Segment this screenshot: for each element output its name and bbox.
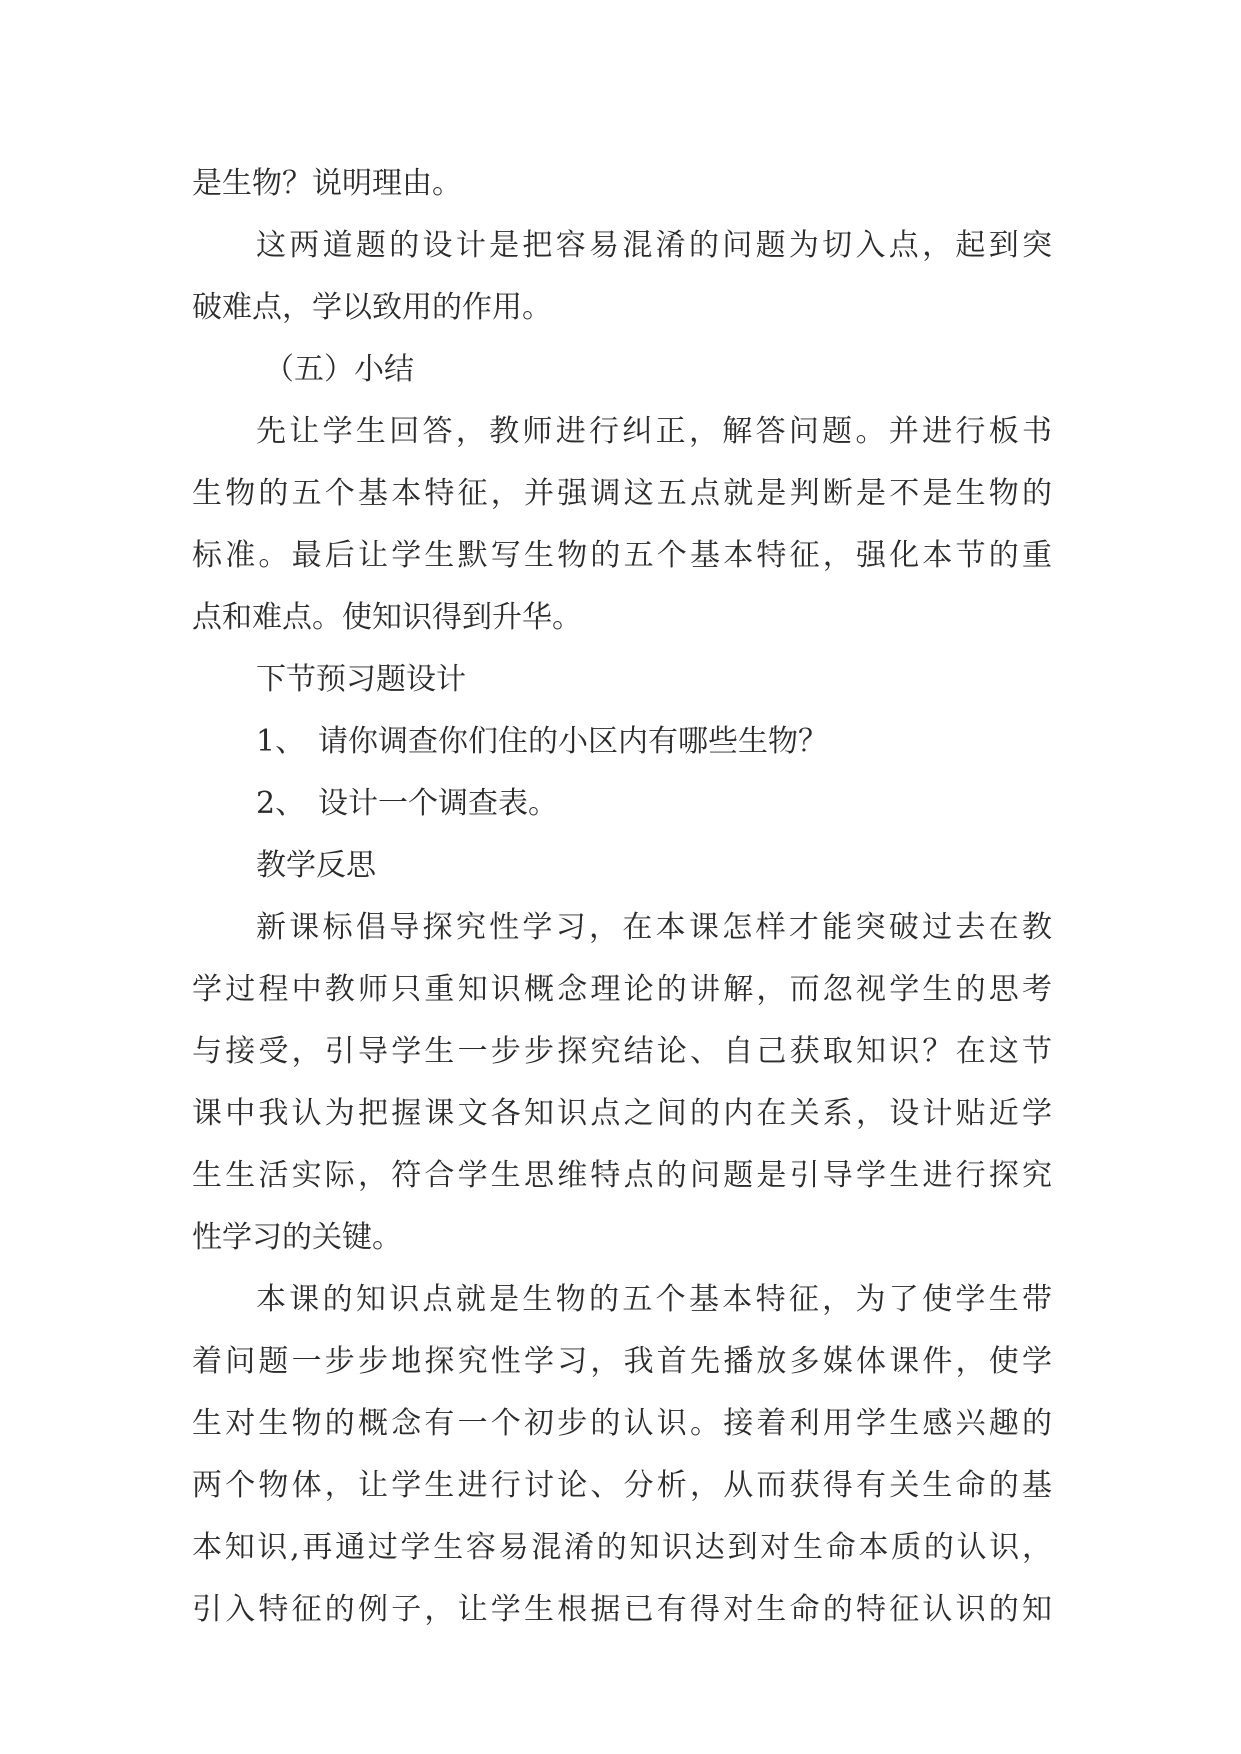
text-line: 新课标倡导探究性学习，在本课怎样才能突破过去在教 bbox=[256, 910, 1052, 945]
text-line: 引入特征的例子，让学生根据已有得对生命的特征认识的知 bbox=[192, 1592, 1052, 1627]
text-line: 破难点，学以致用的作用。 bbox=[192, 290, 552, 325]
section-heading: 教学反思 bbox=[256, 848, 376, 883]
section-heading: 下节预习题设计 bbox=[256, 662, 466, 697]
section-heading: （五）小结 bbox=[264, 352, 414, 387]
text-line: 课中我认为把握课文各知识点之间的内在关系，设计贴近学 bbox=[192, 1096, 1052, 1131]
text-line: 生生活实际，符合学生思维特点的问题是引导学生进行探究 bbox=[192, 1158, 1052, 1193]
text-line: 生物的五个基本特征，并强调这五点就是判断是不是生物的 bbox=[192, 476, 1052, 511]
list-item bbox=[192, 773, 1052, 835]
text-line: 性学习的关键。 bbox=[192, 1220, 402, 1255]
list-number: 2、 bbox=[256, 786, 306, 821]
text-line: 本知识,再通过学生容易混淆的知识达到对生命本质的认识， bbox=[192, 1530, 1052, 1565]
text-line: 是生物？说明理由。 bbox=[192, 166, 462, 201]
text-line: 与接受，引导学生一步步探究结论、自己获取知识？在这节 bbox=[192, 1034, 1052, 1069]
text-line: 标准。最后让学生默写生物的五个基本特征，强化本节的重 bbox=[192, 538, 1052, 573]
text-line: 学过程中教师只重知识概念理论的讲解，而忽视学生的思考 bbox=[192, 972, 1052, 1007]
list-number: 1、 bbox=[256, 724, 306, 759]
list-item-text: 请你调查你们住的小区内有哪些生物？ bbox=[318, 724, 828, 759]
text-line: 生对生物的概念有一个初步的认识。接着利用学生感兴趣的 bbox=[192, 1406, 1052, 1441]
text-line: 先让学生回答，教师进行纠正，解答问题。并进行板书 bbox=[256, 414, 1052, 449]
text-line: 本课的知识点就是生物的五个基本特征，为了使学生带 bbox=[256, 1282, 1052, 1317]
text-line: 点和难点。使知识得到升华。 bbox=[192, 600, 582, 635]
text-line: 这两道题的设计是把容易混淆的问题为切入点，起到突 bbox=[256, 228, 1052, 263]
list-item-text: 设计一个调查表。 bbox=[318, 786, 558, 821]
list-item bbox=[192, 711, 1052, 773]
document-body bbox=[192, 153, 1052, 1641]
text-line: 着问题一步步地探究性学习，我首先播放多媒体课件，使学 bbox=[192, 1344, 1052, 1379]
text-line: 两个物体，让学生进行讨论、分析，从而获得有关生命的基 bbox=[192, 1468, 1052, 1503]
